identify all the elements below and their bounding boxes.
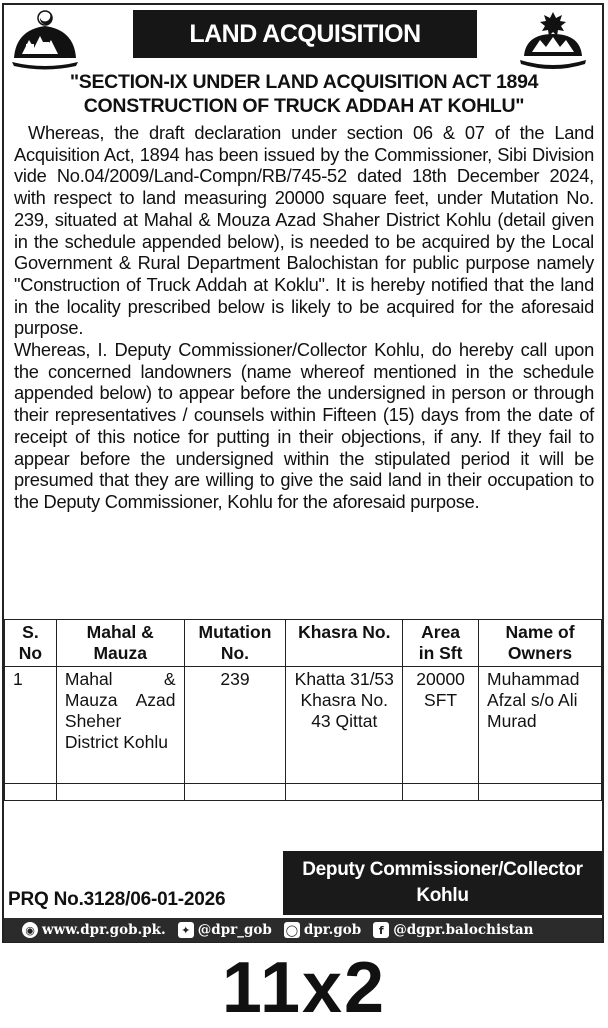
signature-title: Deputy Commissioner/Collector	[302, 859, 583, 880]
footer-twitter[interactable]	[178, 922, 272, 938]
signature-block	[283, 851, 602, 915]
empty-cell	[184, 784, 286, 801]
balochistan-emblem-icon	[10, 8, 80, 70]
dgpr-emblem-icon	[518, 8, 588, 70]
prq-number: PRQ No.3128/06-01-2026	[8, 889, 226, 910]
cell-mutation-no: 239	[184, 667, 286, 784]
schedule-table	[4, 619, 602, 801]
col-header-mutation-no: Mutation No.	[184, 620, 286, 667]
cell-area: 20000 SFT	[403, 667, 479, 784]
empty-cell	[403, 784, 479, 801]
cell-s-no: 1	[5, 667, 57, 784]
col-header-owners: Name of Owners	[479, 620, 602, 667]
notice-subtitle-line-2: CONSTRUCTION OF TRUCK ADDAH AT KOHLU"	[83, 95, 525, 117]
paragraph-1: Whereas, the draft declaration under section 06 & 07 of the Land Acquisition Act, 1894 has been issued by the Commissioner, Sibi Division vide No.04/2009/Land-Compn/RB/745-52 dated 18th December 2024, with respect to land measuring 20000 square feet, under Mutation No. 239, situated at Mahal & Mouza Azad Shaher District Kohlu (detail given in the schedule appended below), is needed to be acquired by the Local Government & Rural Department Balochistan for public purpose namely "Construction of Truck Addah at Koklu". It is hereby notified that the land in the locality prescribed below is likely to be acquired for the aforesaid purpose.	[14, 122, 594, 339]
col-header-khasra-no: Khasra No.	[286, 620, 403, 667]
cell-owners: Muhammad Afzal s/o Ali Murad	[479, 667, 602, 784]
facebook-icon: f	[373, 922, 389, 938]
col-header-mahal-mauza: Mahal & Mauza	[56, 620, 184, 667]
table-header-row	[5, 620, 602, 667]
empty-cell	[5, 784, 57, 801]
footer-instagram[interactable]	[284, 922, 361, 938]
empty-cell	[56, 784, 184, 801]
cell-mahal-mauza: Mahal & Mauza Azad Sheher District Kohlu	[56, 667, 184, 784]
col-header-s-no: S. No	[5, 620, 57, 667]
ad-size-label: 11x2	[221, 948, 387, 1028]
twitter-icon: ✦	[178, 922, 194, 938]
facebook-handle[interactable]: @dgpr.balochistan	[393, 922, 534, 938]
col-header-area: Area in Sft	[403, 620, 479, 667]
website-link[interactable]: www.dpr.gob.pk.	[42, 922, 166, 938]
footer-website[interactable]	[22, 922, 166, 938]
twitter-handle[interactable]: @dpr_gob	[197, 922, 272, 938]
page-title: LAND ACQUISITION	[133, 10, 477, 58]
notice-subtitle-line-1: "SECTION-IX UNDER LAND ACQUISITION ACT 1894	[69, 71, 539, 93]
table-row	[5, 667, 602, 784]
signature-location: Kohlu	[416, 885, 469, 906]
instagram-icon: ◯	[285, 923, 299, 937]
cell-khasra-no: Khatta 31/53 Khasra No. 43 Qittat	[286, 667, 403, 784]
table-empty-row	[5, 784, 602, 801]
paragraph-2: Whereas, I. Deputy Commissioner/Collector Kohlu, do hereby call upon the concerned landowners (name whereof mentioned in the schedule appended below) to appear before the undersigned in person or through their representatives / counsels within Fifteen (15) days from the date of receipt of this notice for putting in their objections, if any. If they fail to appear before the undersigned within the stipulated period it will be presumed that they are willing to give the said land in their occupation to the Deputy Commissioner, Kohlu for the aforesaid purpose.	[14, 339, 594, 512]
empty-cell	[286, 784, 403, 801]
globe-icon: ◉	[22, 922, 38, 938]
notice-body	[14, 122, 594, 513]
footer-bar	[4, 918, 602, 942]
instagram-handle[interactable]: dpr.gob	[303, 922, 362, 938]
empty-cell	[479, 784, 602, 801]
footer-facebook[interactable]	[373, 922, 533, 938]
